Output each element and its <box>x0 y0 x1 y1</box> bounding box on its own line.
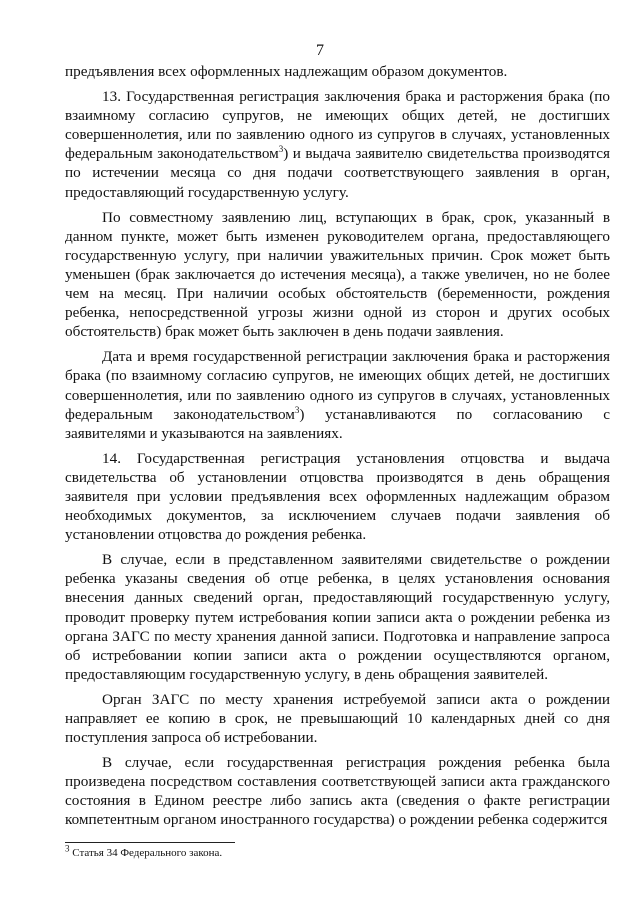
paragraph-text: 14. Государственная регистрация установления отцовства и выдача свидетельства об установлении отцовства производятся в день обращения заявителя при условии предъявления всех оформленных надлежащим образом необходимых документов, за исключением случаев подачи заявления об установлении отцовства до рождения ребенка. <box>65 449 610 544</box>
paragraph-text: В случае, если в представленном заявителями свидетельстве о рождении ребенка указаны сведения об отце ребенка, в целях установления основания внесения данных сведений орган, предоставляющий государственную услугу, проводит проверку путем истребования копии записи акта о рождении ребенка из органа ЗАГС по месту хранения данной записи. Подготовка и направление запроса об истребовании копии записи акта о рождении осуществляются органом, предоставляющим государственную услугу, в день обращения заявителей. <box>65 551 610 683</box>
paragraph-item-13 <box>65 87 610 202</box>
footnote-divider <box>65 842 235 843</box>
paragraph-item-14 <box>65 449 610 544</box>
paragraph <box>65 690 610 747</box>
paragraph-text-tail: ) и выдача заявителю свидетельства производятся по истечении месяца со дня подачи соответствующего заявления в орган, предоставляющий государственную услугу. <box>65 145 610 201</box>
paragraph-text-tail: ) устанавливаются по согласованию с заявителями и указываются на заявлениях. <box>65 405 610 442</box>
paragraph-text: Орган ЗАГС по месту хранения истребуемой записи акта о рождении направляет ее копию в срок, не превышающий 10 календарных дней со дня поступления запроса об истребовании. <box>65 690 610 747</box>
page-number: 7 <box>316 42 324 59</box>
paragraph-text: В случае, если государственная регистрация рождения ребенка была произведена посредством составления соответствующей записи акта гражданского состояния в Едином реестре либо запись акта (сведения о факте регистрации компетентным органом иностранного государства) о рождении ребенка содержится <box>65 754 610 829</box>
paragraph <box>65 62 610 81</box>
footnote-ref: 3 <box>278 144 284 155</box>
footnote-text: Статья 34 Федерального закона. <box>72 847 223 859</box>
paragraph-text: По совместному заявлению лиц, вступающих в брак, срок, указанный в данном пункте, может быть изменен руководителем органа, предоставляющего государственную услугу, при наличии уважительных причин. Срок может быть уменьшен (брак заключается до истечения месяца), а также увеличен, но не более чем на месяц. При наличии особых обстоятельств (беременности, рождения ребенка, непосредственной угрозы жизни одной из сторон и других особых обстоятельств) брак может быть заключен в день подачи заявления. <box>65 208 610 341</box>
paragraph <box>65 347 610 442</box>
footnote <box>65 843 610 860</box>
paragraph <box>65 208 610 342</box>
paragraph-text: 13. Государственная регистрация заключения брака и расторжения брака (по взаимному согласию супругов, не имеющих общих детей, не достигших совершеннолетия, или по заявлению одного из супругов в случаях, установленных федеральным законодательством <box>65 88 610 163</box>
paragraph <box>65 550 610 684</box>
footnote-ref: 3 <box>294 404 300 415</box>
paragraph <box>65 753 610 829</box>
body-text <box>65 62 610 836</box>
footnote-mark: 3 <box>65 843 70 854</box>
paragraph-text: Дата и время государственной регистрации заключения брака и расторжения брака (по взаимному согласию супругов, не имеющих общих детей, не достигших совершеннолетия, или по заявлению одного из супругов в случаях, установленных федеральным законодательством <box>65 348 610 423</box>
paragraph-text: предъявления всех оформленных надлежащим образом документов. <box>65 63 508 80</box>
